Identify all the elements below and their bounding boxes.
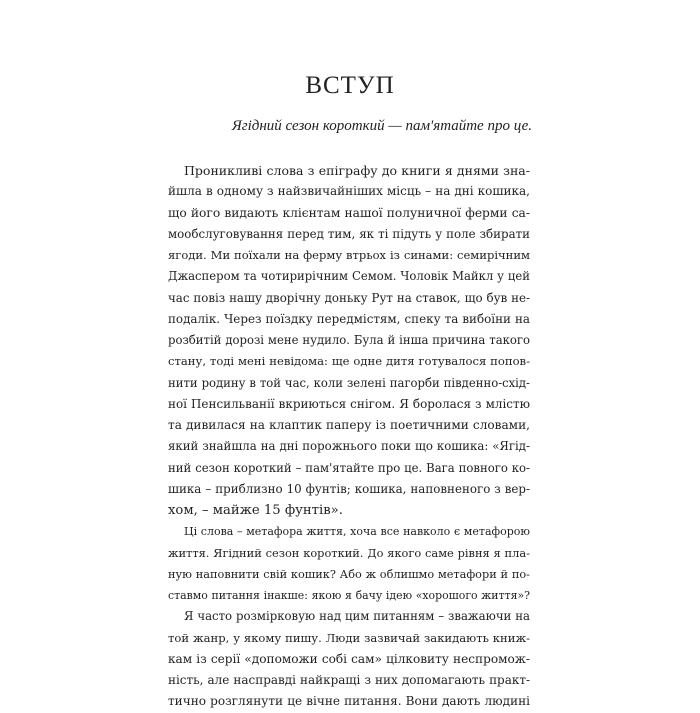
text-line: Я часто розмірковую над цим питанням – зважаючи на <box>184 609 530 624</box>
text-line: що його видають клієнтам нашої полуничної ферми са- <box>168 205 530 220</box>
text-line: та дивилася на клаптик паперу із поетичними словами, <box>168 418 530 432</box>
text-line: подалік. Через поїздку передмістям, спеку та вибоїни на <box>168 311 530 326</box>
text-line: нити родину в той час, коли зелені пагорби південно-схід- <box>168 375 530 390</box>
text-line: ність, але насправді найкращі з них допомагають практ- <box>168 673 530 687</box>
text-line: час повіз нашу дворічну доньку Рут на ставок, що був не- <box>168 290 530 305</box>
text-line: Проникливі слова з епіграфу до книги я днями зна- <box>184 163 530 178</box>
text-line: ную наповнити свій кошик? Або ж облишмо метафори й по- <box>168 567 530 581</box>
text-line: ної Пенсильванії вкриються снігом. Я боролася з млістю <box>168 396 530 411</box>
text-line: той жанр, у якому пишу. Люди зазвичай закидають книж- <box>168 630 530 645</box>
text-line: кам із серії «допоможи собі сам» цілковиту неспромож- <box>168 651 530 666</box>
text-line: ний сезон короткий – пам'ятайте про це. Вага повного ко- <box>168 460 530 475</box>
text-line: йшла в одному з найзвичайніших місць – на дні кошика, <box>168 184 530 199</box>
body-text <box>168 160 530 713</box>
text-line: хом, – майже 15 фунтів». <box>168 503 343 518</box>
chapter-title: ВСТУП <box>305 72 395 99</box>
text-line: який знайшла на дні порожнього поки що кошика: «Ягід- <box>168 439 530 454</box>
text-line: тично розглянути це вічне питання. Вони дають людині <box>168 694 530 709</box>
text-line: ставмо питання інакше: якою я бачу ідею «хорошого життя»? <box>168 589 530 602</box>
epigraph: Ягідний сезон короткий — пам'ятайте про це. <box>231 118 532 134</box>
text-line: ягоди. Ми поїхали на ферму втрьох із синами: семирічним <box>168 248 530 262</box>
text-line: стану, тоді мені невідома: ще одне дитя готувалося попов- <box>168 354 530 369</box>
text-line: розбитій дорозі мене нудило. Була й інша причина такого <box>168 333 530 347</box>
text-line: Ці слова – метафора життя, хоча все навколо є метафорою <box>184 525 530 539</box>
text-line: життя. Ягідний сезон короткий. До якого саме рівня я пла- <box>168 545 530 560</box>
text-line: Джаспером та чотирирічним Семом. Чоловік Майкл у цей <box>168 269 530 284</box>
text-line: мообслуговування перед тим, як ті підуть у поле збирати <box>168 226 530 241</box>
text-line: шика – приблизно 10 фунтів; кошика, наповненого з вер- <box>168 481 530 496</box>
